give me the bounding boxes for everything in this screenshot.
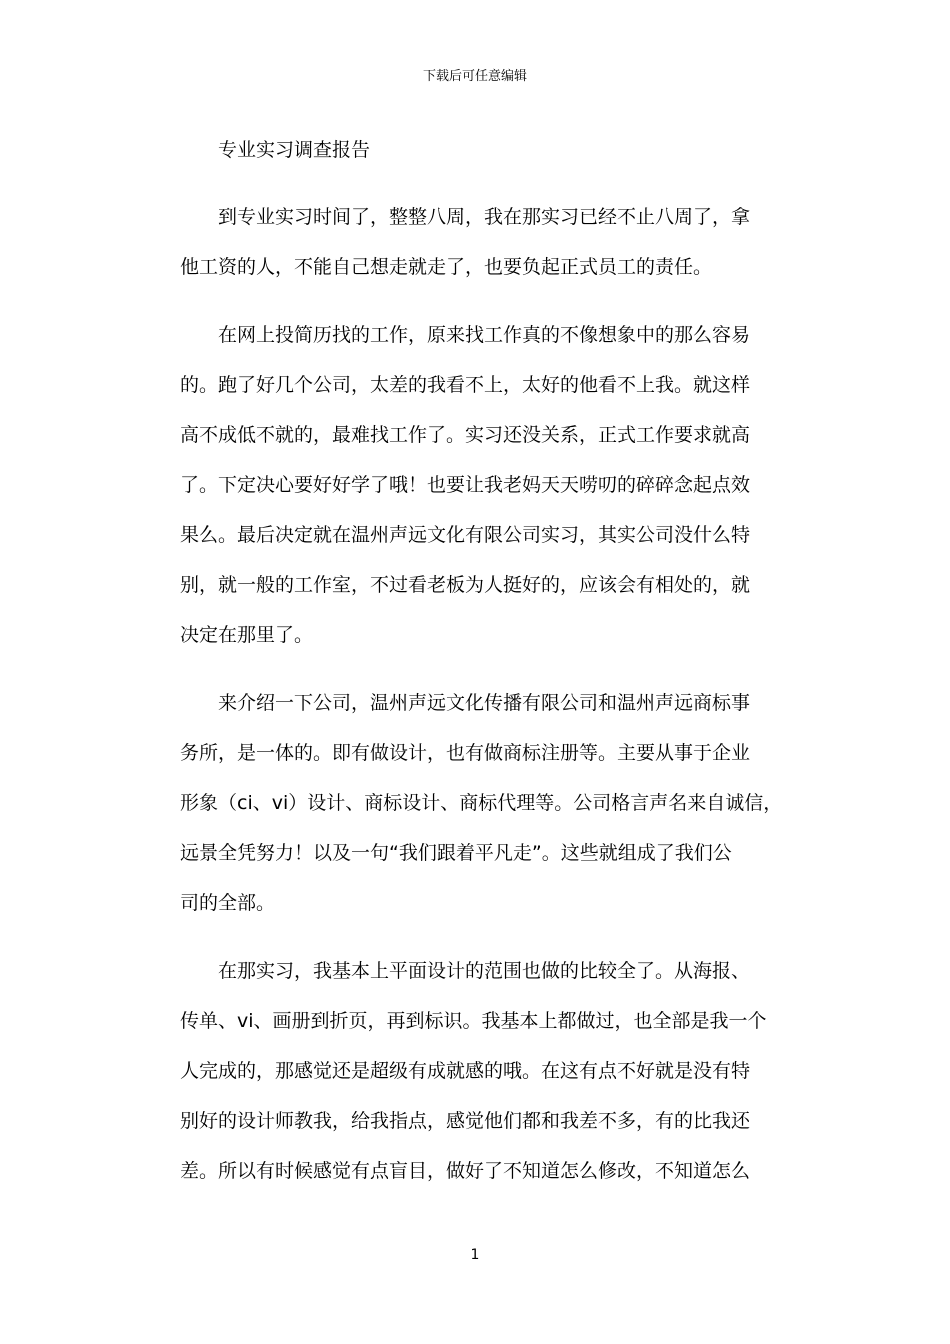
- text-line: 在网上投简历找的工作，原来找工作真的不像想象中的那么容易: [218, 324, 751, 346]
- text-line: 高不成低不就的，最难找工作了。实习还没关系，正式工作要求就高: [180, 424, 751, 446]
- text-line: 他工资的人，不能自己想走就走了，也要负起正式员工的责任。: [180, 256, 713, 278]
- text-line: 传单、vi、画册到折页，再到标识。我基本上都做过，也全部是我一个: [180, 1010, 767, 1032]
- page-header: 下载后可任意编辑: [422, 69, 527, 84]
- document-body: [180, 126, 783, 1196]
- text-line: 远景全凭努力！以及一句“我们跟着平凡走”。这些就组成了我们公: [180, 842, 732, 864]
- text-line: 司的全部。: [180, 892, 276, 914]
- paragraph: [180, 310, 773, 660]
- text-line: 果么。最后决定就在温州声远文化有限公司实习，其实公司没什么特: [180, 524, 751, 546]
- text-line: 了。下定决心要好好学了哦！也要让我老妈天天唠叨的碎碎念起点效: [180, 474, 751, 496]
- text-line: 在那实习，我基本上平面设计的范围也做的比较全了。从海报、: [218, 960, 751, 982]
- paragraph: [180, 192, 773, 292]
- text-line: 的。跑了好几个公司，太差的我看不上，太好的他看不上我。就这样: [180, 374, 751, 396]
- paragraph: [180, 678, 783, 928]
- text-line: 人完成的，那感觉还是超级有成就感的哦。在这有点不好就是没有特: [180, 1060, 751, 1082]
- text-line: 决定在那里了。: [180, 624, 314, 646]
- text-line: 到专业实习时间了，整整八周，我在那实习已经不止八周了，拿: [218, 206, 751, 228]
- paragraph: [180, 946, 773, 1196]
- text-line: 务所，是一体的。即有做设计，也有做商标注册等。主要从事于企业: [180, 742, 751, 764]
- text-line: 别好的设计师教我，给我指点，感觉他们都和我差不多，有的比我还: [180, 1110, 751, 1132]
- text-line: 别，就一般的工作室，不过看老板为人挺好的，应该会有相处的，就: [180, 574, 751, 596]
- page-number: 1: [470, 1247, 480, 1263]
- text-line: 差。所以有时候感觉有点盲目，做好了不知道怎么修改，不知道怎么: [180, 1160, 751, 1182]
- text-line: 形象（ci、vi）设计、商标设计、商标代理等。公司格言声名来自诚信，: [180, 792, 783, 814]
- text-line: 来介绍一下公司，温州声远文化传播有限公司和温州声远商标事: [218, 692, 751, 714]
- document-title: 专业实习调查报告: [218, 139, 371, 161]
